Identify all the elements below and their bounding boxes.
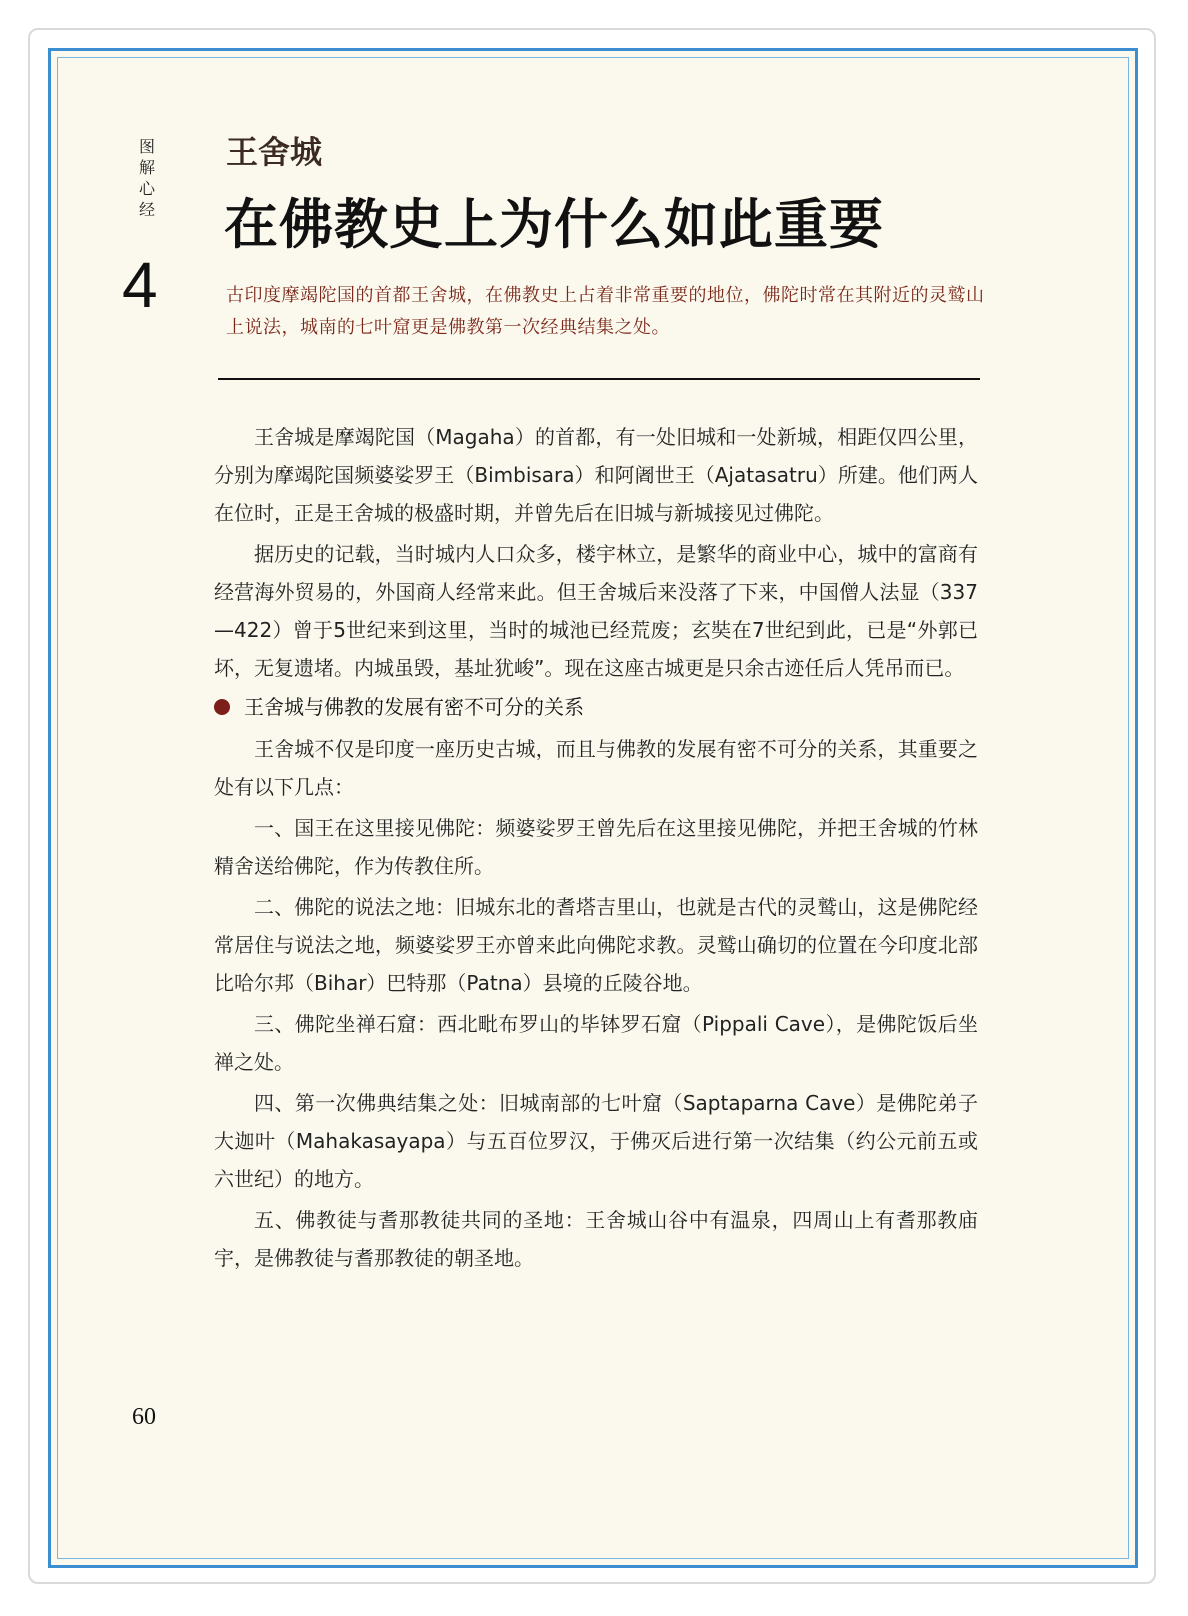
- body-paragraph: 五、佛教徒与耆那教徒共同的圣地：王舍城山谷中有温泉，四周山上有耆那教庙宇，是佛教徒与耆那教徒的朝圣地。: [214, 1208, 978, 1270]
- body-paragraph: 四、第一次佛典结集之处：旧城南部的七叶窟（Saptaparna Cave）是佛陀弟子大迦叶（Mahakasayapa）与五百位罗汉，于佛灭后进行第一次结集（约公元前五或六世纪）的地方。: [214, 1091, 978, 1191]
- side-label-char: 经: [138, 200, 155, 219]
- body-paragraph: 二、佛陀的说法之地：旧城东北的耆塔吉里山，也就是古代的灵鹫山，这是佛陀经常居住与说法之地，频婆娑罗王亦曾来此向佛陀求教。灵鹫山确切的位置在今印度北部比哈尔邦（Bihar）巴特那（Patna）县境的丘陵谷地。: [214, 895, 978, 995]
- article-body: [214, 418, 978, 1280]
- section-heading: [214, 690, 978, 724]
- body-paragraph: 据历史的记载，当时城内人口众多，楼宇林立，是繁华的商业中心，城中的富商有经营海外贸易的，外国商人经常来此。但王舍城后来没落了下来，中国僧人法显（337—422）曾于5世纪来到这里，当时的城池已经荒废；玄奘在7世纪到此，已是“外郭已坏，无复遗堵。内城虽毁，基址犹峻”。现在这座古城更是只余古迹任后人凭吊而已。: [214, 542, 978, 680]
- chapter-number: 4: [122, 249, 158, 321]
- side-label-char: 心: [138, 179, 155, 198]
- body-paragraph: 三、佛陀坐禅石窟：西北毗布罗山的毕钵罗石窟（Pippali Cave），是佛陀饭后坐禅之处。: [214, 1012, 978, 1074]
- body-paragraph: 一、国王在这里接见佛陀：频婆娑罗王曾先后在这里接见佛陀，并把王舍城的竹林精舍送给佛陀，作为传教住所。: [214, 816, 978, 878]
- intro-summary: 古印度摩竭陀国的首都王舍城，在佛教史上占着非常重要的地位，佛陀时常在其附近的灵鹫山上说法，城南的七叶窟更是佛教第一次经典结集之处。: [226, 285, 985, 338]
- body-paragraph: 王舍城是摩竭陀国（Magaha）的首都，有一处旧城和一处新城，相距仅四公里，分别为摩竭陀国频婆娑罗王（Bimbisara）和阿阇世王（Ajatasatru）所建。他们两人在位时，正是王舍城的极盛时期，并曾先后在旧城与新城接见过佛陀。: [214, 425, 978, 525]
- side-label-char: 解: [138, 158, 155, 177]
- bullet-dot-icon: [214, 699, 230, 715]
- page-title: 在佛教史上为什么如此重要: [224, 193, 884, 256]
- section-subtitle: 王舍城: [226, 133, 323, 171]
- page-number: 60: [132, 1404, 156, 1430]
- body-paragraph: 王舍城不仅是印度一座历史古城，而且与佛教的发展有密不可分的关系，其重要之处有以下几点：: [214, 737, 978, 799]
- section-heading-text: 王舍城与佛教的发展有密不可分的关系: [244, 695, 584, 719]
- book-series-label: [137, 136, 157, 220]
- divider-rule: [218, 378, 980, 380]
- side-label-char: 图: [138, 137, 155, 156]
